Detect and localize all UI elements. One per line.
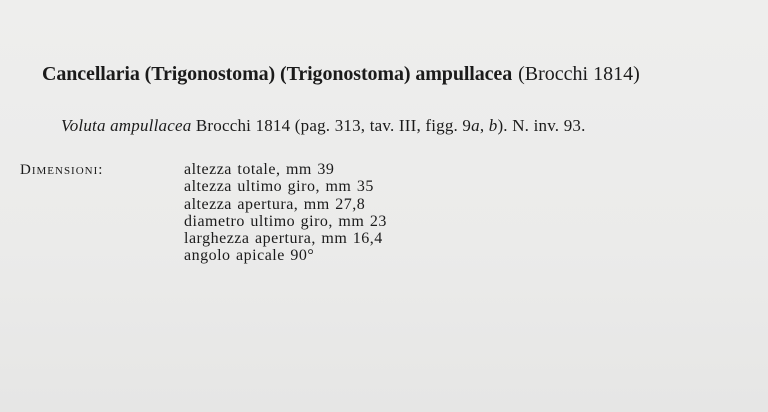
dimension-item: altezza ultimo giro, mm 35 (184, 178, 374, 196)
species-name: Cancellaria (Trigonostoma) (Trigonostoma) ampullacea (42, 63, 513, 85)
synonym-line (61, 114, 761, 138)
dimension-item: altezza totale, mm 39 (184, 161, 335, 178)
dimensions-list (184, 161, 387, 265)
species-heading (42, 60, 742, 88)
dimension-item: diametro ultimo giro, mm 23 (184, 212, 387, 230)
figure-separator: , (479, 116, 489, 135)
figure-a: a (471, 116, 480, 135)
synonym-reference: Brocchi 1814 (pag. 313, tav. III, figg. 9 (191, 116, 472, 135)
inventory-number: ). N. inv. 93. (497, 116, 586, 135)
dimension-item: angolo apicale 90° (184, 247, 315, 265)
dimension-item: altezza apertura, mm 27,8 (184, 195, 366, 213)
species-author: (Brocchi 1814) (518, 63, 640, 85)
synonym-name: Voluta ampullacea (61, 116, 192, 135)
dimension-item: larghezza apertura, mm 16,4 (184, 230, 383, 248)
dimensions-label: Dimensioni: (20, 162, 104, 178)
figure-b: b (488, 116, 498, 135)
